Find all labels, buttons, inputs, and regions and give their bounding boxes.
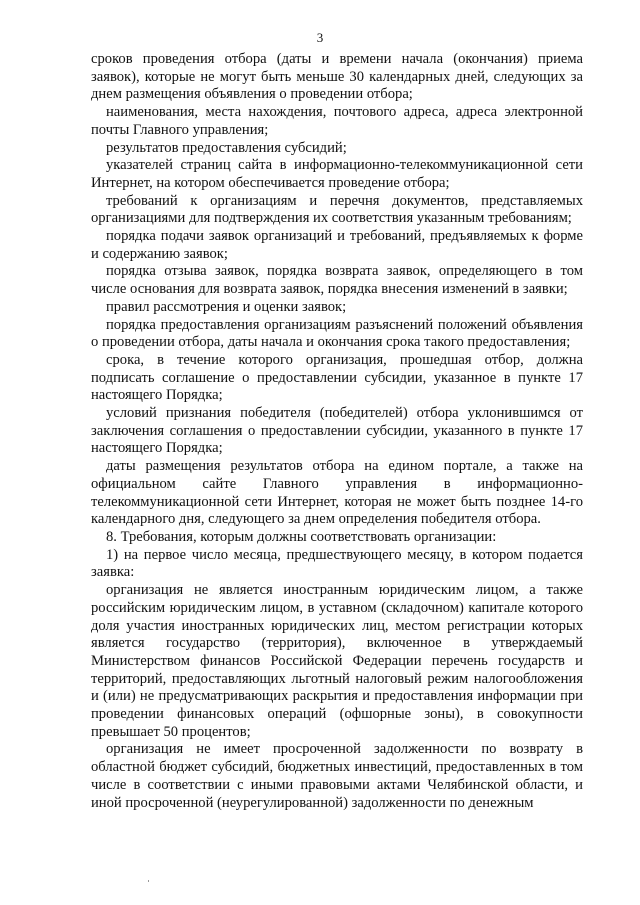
paragraph: 8. Требования, которым должны соответствовать организации:: [106, 528, 497, 545]
paragraph: порядка отзыва заявок, порядка возврата заявок, определяющего в том числе основания для возврата заявок, порядка внесения изменений в заявки;: [91, 263, 583, 298]
paragraph: указателей страниц сайта в информационно-телекоммуникационной сети Интернет, на котором обеспечивается проведение отбора;: [91, 157, 583, 191]
paragraph: срока, в течение которого организация, прошедшая отбор, должна подписать соглашение о предоставлении субсидии, указанное в пункте 17 настоящего Порядка;: [91, 351, 583, 404]
body-text: [91, 51, 583, 812]
paragraph: условий признания победителя (победителей) отбора уклонившимся от заключения соглашения о предоставлении субсидии, указанного в пункте 17 настоящего Порядка;: [91, 405, 583, 457]
paragraph: результатов предоставления субсидий;: [106, 139, 347, 156]
paragraph: порядка подачи заявок организаций и требований, предъявляемых к форме и содержанию заявок;: [91, 228, 583, 262]
paragraph: организация не является иностранным юридическим лицом, а также российским юридическим лицом, в уставном (складочном) капитале которого доля участия иностранных юридических лиц, местом регистрации которых является государство (территория), включенное в утверждаемый Министерством финансов Российской Федерации перечень государств и территорий, предоставляющих льготный налоговый режим налогообложения и (или) не предусматривающих раскрытия и предоставления информации при проведении финансовых операций (офшорные зоны), в совокупности превышает 50 процентов;: [91, 582, 583, 740]
paragraph: даты размещения результатов отбора на едином портале, а также на официальном сайте Главного управления в информационно-телекоммуникационной сети Интернет, которая не может быть позднее 14-го календарного дня, следующего за днем определения победителя отбора.: [91, 458, 583, 528]
paragraph: сроков проведения отбора (даты и времени начала (окончания) приема заявок), которые не могут быть меньше 30 календарных дней, следующих за днем размещения объявления о проведении отбора;: [91, 51, 583, 103]
paragraph: порядка предоставления организациям разъяснений положений объявления о проведении отбора, даты начала и окончания срока такого предоставления;: [91, 316, 583, 351]
scan-artifact: [148, 880, 149, 882]
paragraph: требований к организациям и перечня документов, представляемых организациями для подтверждения их соответствия указанным требованиям;: [91, 192, 583, 227]
page-number: 3: [316, 30, 324, 45]
paragraph: организация не имеет просроченной задолженности по возврату в областной бюджет субсидий, бюджетных инвестиций, предоставленных в том числе в соответствии с иными правовыми актами Челябинской области, и иной просроченной (неурегулированной) задолженности по денежным: [91, 741, 583, 811]
paragraph: наименования, места нахождения, почтового адреса, адреса электронной почты Главного управления;: [91, 104, 583, 138]
paragraph: правил рассмотрения и оценки заявок;: [106, 298, 347, 315]
paragraph: 1) на первое число месяца, предшествующего месяцу, в котором подается заявка:: [91, 546, 583, 581]
